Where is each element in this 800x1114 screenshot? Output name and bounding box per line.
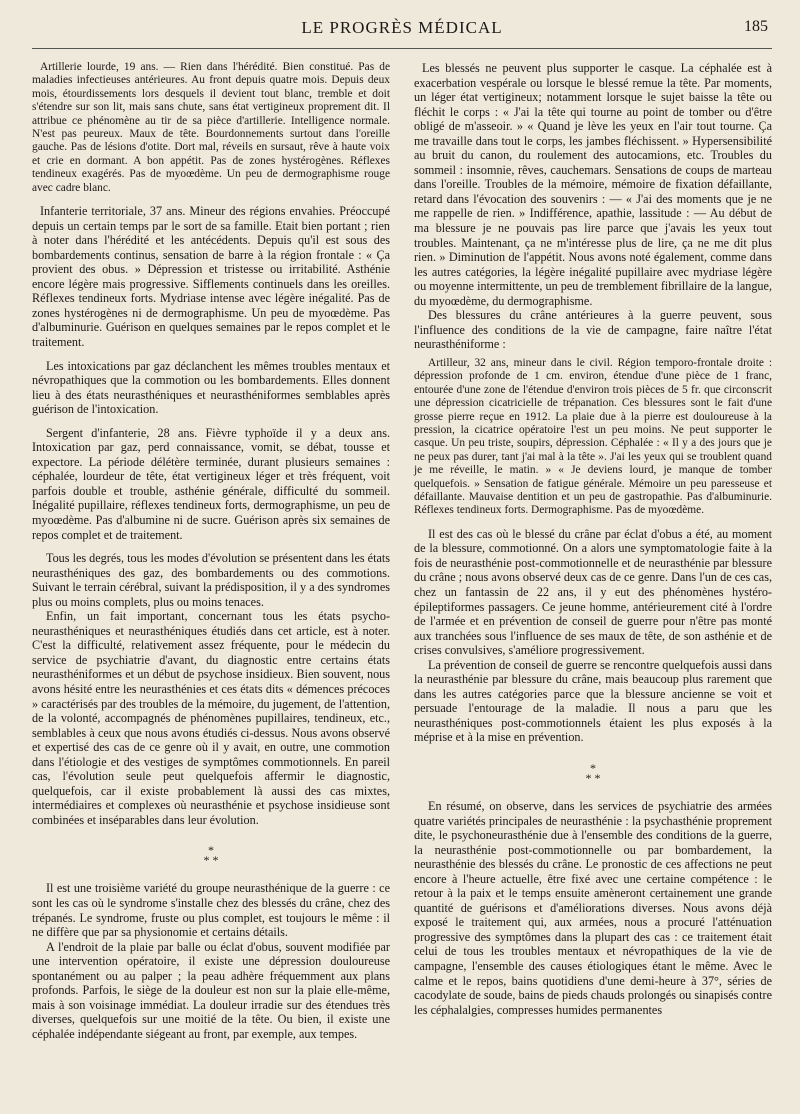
section-separator-asterism: * * * (585, 761, 601, 786)
paragraph-prevention-conseil-guerre: La prévention de conseil de guerre se rencontre quelquefois aussi dans la neurasthénie par blessure du crâne, mais beaucoup plus rarement que dans les autres catégories parce que la blessure ancienne se voit et persuade l'entourage de la maladie. Il nous a paru que les neurasthéniques post-commotionnels étaient les plus exposés à la méprise et à la mise en prévention. (414, 657, 772, 745)
case-infanterie-territoriale: Infanterie territoriale, 37 ans. Mineur des régions envahies. Préoccupé depuis un certain temps par le sort de sa famille. Etait bien portant ; rien à noter dans l'hérédité et les antécédents. Depuis qu'il est sous des bombardements continus, sensation de barre à la région frontale : « Ça provient des obus. » Dépression et tristesse ou irritabilité. Asthénie encore légère mais progressive. Sifflements continuels dans les oreilles. Réflexes tendineux forts. Mydriase intense avec légère inégalité. Pas de zones hystérogènes ni de dermographisme. Un peu de myoœdème. Pas d'albuminurie. Guérison en quelques semaines par le repos complet et le traitement. (32, 204, 390, 349)
page-header (32, 18, 772, 44)
paragraph-endroit-plaie: A l'endroit de la plaie par balle ou éclat d'obus, souvent modifiée par une intervention opératoire, il existe une dépression douloureuse spontanément ou au palper ; la peau adhère fréquemment aux plans profonds. Parfois, le siège de la douleur est non sur la plaie elle-même, mais à son voisinage immédiat. La douleur irradie sur des étendues très diverses, quelquefois sur une moitié de la tête. Ou bien, il existe une céphalée indépendante siégeant au front, par exemple, aux tempes. (32, 939, 390, 1041)
case-artillerie-lourde: Artillerie lourde, 19 ans. — Rien dans l'hérédité. Bien constitué. Pas de maladies infectieuses antérieures. Au front depuis quatre mois. Depuis deux mois, étourdissements lors desquels il devient tout blanc, tremble et doit s'étendre sur son lit, mais sans chute, sans état vertigineux proprement dit. Il attribue ce phénomène au tir de sa pièce d'artillerie. Intelligence normale. N'est pas peureux. Maux de tête. Bourdonnements surtout dans l'oreille gauche. Pas de lésions d'otite. Dort mal, réveils en sursaut, rêve à haute voix et crie en dormant. A bon appétit. Pas de zones hystérogènes. Réflexes tendineux exagérés. Pas de myoœdème. Un peu de dermographisme rouge avec cadre blanc. (32, 61, 390, 194)
right-column (414, 61, 772, 1042)
case-sergent-infanterie: Sergent d'infanterie, 28 ans. Fièvre typhoïde il y a deux ans. Intoxication par gaz, perd connaissance, vomit, se débat, tousse et expectore. La période délétère terminée, durant plusieurs semaines : céphalée, lourdeur de tête, état vertigineux léger et très fréquent, voit parfois double et trouble, asthénie générale, difficulté du sommeil. Inégalité pupillaire, réflexes tendineux forts, dermographisme, un peu de myoœdème. Pas d'albumine ni de sucre. Guérison après six semaines de repos complet et de traitement. (32, 425, 390, 542)
case-artilleur-32-ans: Artilleur, 32 ans, mineur dans le civil. Région temporo-frontale droite : dépression profonde de 1 cm. environ, étendue d'une pièce de 1 franc, entourée d'une zone de l'étendue d'environ trois pièces de 5 fr. que circonscrit une dépression cicatricielle de trépanation. Ces blessures sont le fait d'une grosse pierre reçue en 1912. La plaie due à la pierre est douloureuse à la pression, la cicatrice opératoire l'est un peu moins. Ne peut supporter le casque. Un peu triste, soupirs, dépression. Céphalée : « Il y a des jours que je ne peux pas durer, tant j'ai mal à la tête ». J'ai les yeux qui se troublent quand je me réveille, le matin. » « Je deviens lourd, je manque de tomber quelquefois. » Sensation de fatigue générale. Mémoire un peu paresseuse et défaillante. Mauvaise dentition et un peu de gastropathie. Pas d'albuminurie. Réflexes tendineux forts. Dermographisme. Pas de myoœdème. (414, 356, 772, 517)
paragraph-degres-evolution: Tous les degrés, tous les modes d'évolution se présentent dans les états neurasthéniques des gaz, des bombardements ou des commotions. Suivant le terrain cérébral, suivant la prédisposition, il y a des syndromes plus ou moins complets, plus ou moins tenaces. (32, 551, 390, 609)
paragraph-fait-important: Enfin, un fait important, concernant tous les états psycho-neurasthéniques et neurasthéniques étudiés dans cet article, est à noter. C'est la difficulté, relativement assez fréquente, pour le médecin du service de psychiatrie d'avant, du diagnostic entre certains états neurasthéniformes et un début de psychose insidieux. Bien souvent, nous avons hésité entre les neurasthénies et ces états dits « démences précoces » caractérisés par des troubles de la mémoire, du jugement, de l'attention, de la volonté, accompagnés de phénomènes pupillaires, tendineux, etc., semblables à ceux que nous avons étudiés ci-dessus. Nous avons observé et expertisé des cas de ce genre où il y avait, en outre, une commotion dans l'étiologie et des vestiges de symptômes commotionnels. En pareil cas, l'évolution seule peut quelquefois affermir le diagnostic, quelquefois, car il existe probablement là aussi des cas mixtes, intermédiaires et complexes où neurasthénie et psychose insidieuse sont combinées et inséparables dans leur évolution. (32, 609, 390, 827)
paragraph-en-resume: En résumé, on observe, dans les services de psychiatrie des armées quatre variétés principales de neurasthénie : la psychasthénie proprement dite, le psychoneurasthénie due à l'ensemble des conditions de la guerre, la neurasthénie post-commotionnelle ou par bombardement, la neurasthénie des blessés du crâne. Le pronostic de ces affections ne peut encore à l'heure actuelle, être fixé avec une certaine compétence : le retour à la paix et le temps ensuite amèneront certainement une grande quantité de guérisons et d'améliorations diverses. Nous avons déjà exposé le traitement qui, aux armées, nous a procuré l'atténuation progressive des symptômes dans la plupart des cas : ce traitement était celui de tous les troubles mentaux et névropathiques de la vie de campagne, l'ensemble des causes étiologiques étant le même. Avec le calme et le repos, bains quotidiens d'une demi-heure à 37°, séries de cacodylate de soude, bains de pieds chauds prolongés ou sinapisés contre les céphalalgies, compresses humides permanentes (414, 799, 772, 1017)
paragraph-blesses-casque: Les blessés ne peuvent plus supporter le casque. La céphalée est à exacerbation vespérale ou lorsque le blessé remue la tête. Par moments, un léger état vertigineux; notamment lorsque le sujet baisse la tête ou fléchit le corps : « J'ai la tête qui tourne au point de tomber ou d'être obligé de m'asseoir. » « Quand je lève les yeux en l'air tout tourne. Ça me travaille dans tout le corps, les jambes fléchissent. » Hypersensibilité au bruit du canon, du roulement des autocamions, etc. Troubles du sommeil : insomnie, rêves, cauchemars. Sensations de coups de marteau dans l'oreille. Troubles de la mémoire, mémoire de fixation défaillante, retard dans l'évocation des souvenirs : — « J'ai des moments que je ne me rappelle de rien. » Indifférence, apathie, lassitude : — Au début de ma blessure je ne pouvais pas lire parce que j'avais les yeux tout troubles. Maintenant, ça ne m'intéresse plus de lire, ça ne me dit plus rien. » Diminution de l'appétit. Nous avons noté également, comme dans les autres catégories, la légère inégalité pupillaire avec mydriase légère ou moyenne intermittente, un peu de tremblement fibrillaire de la langue, du myoœdème, du dermographisme. (414, 61, 772, 308)
section-separator-asterism: * * * (203, 843, 219, 868)
paragraph-troisieme-variete: Il est une troisième variété du groupe neurasthénique de la guerre : ce sont les cas où le syndrome s'installe chez des blessés du crâne, chez des trépanés. Le syndrome, fruste ou plus complet, est toujours le même : il ne diffère que par sa physionomie et certains détails. (32, 881, 390, 940)
text-columns (32, 61, 772, 1042)
paragraph-blesse-commotionne: Il est des cas où le blessé du crâne par éclat d'obus a été, au moment de la blessure, commotionné. On a alors une symptomatologie faite à la fois de neurasthénie post-commotionnelle et de neurasthénie par blessure du crâne ; nous avons observé deux cas de ce genre. Dans l'un de ces cas, chez un fantassin de 22 ans, il y eut des phénomènes hystéro-épileptiformes passagers. Ce jeune homme, antérieurement cité à l'ordre de l'armée et en prévention de conseil de guerre pour n'être pas monté aux tranchées sous l'influence de ses maux de tête, de son asthénie et de crises convulsives, s'améliore progressivement. (414, 526, 772, 658)
paragraph-blessures-crane-anterieures: Des blessures du crâne antérieures à la guerre peuvent, sous l'influence des conditions de la vie de campagne, faire naître l'état neurasthéniforme : (414, 308, 772, 352)
paragraph-intoxications-gaz: Les intoxications par gaz déclanchent les mêmes troubles mentaux et névropathiques que la commotion ou les bombardements. Elles donnent lieu à des états neurasthéniques et neurasthéniformes semblables après guérison de l'intoxication. (32, 358, 390, 417)
page-number: 185 (744, 18, 768, 35)
header-rule (32, 48, 772, 49)
left-column (32, 61, 390, 1042)
journal-title: LE PROGRÈS MÉDICAL (301, 18, 503, 37)
